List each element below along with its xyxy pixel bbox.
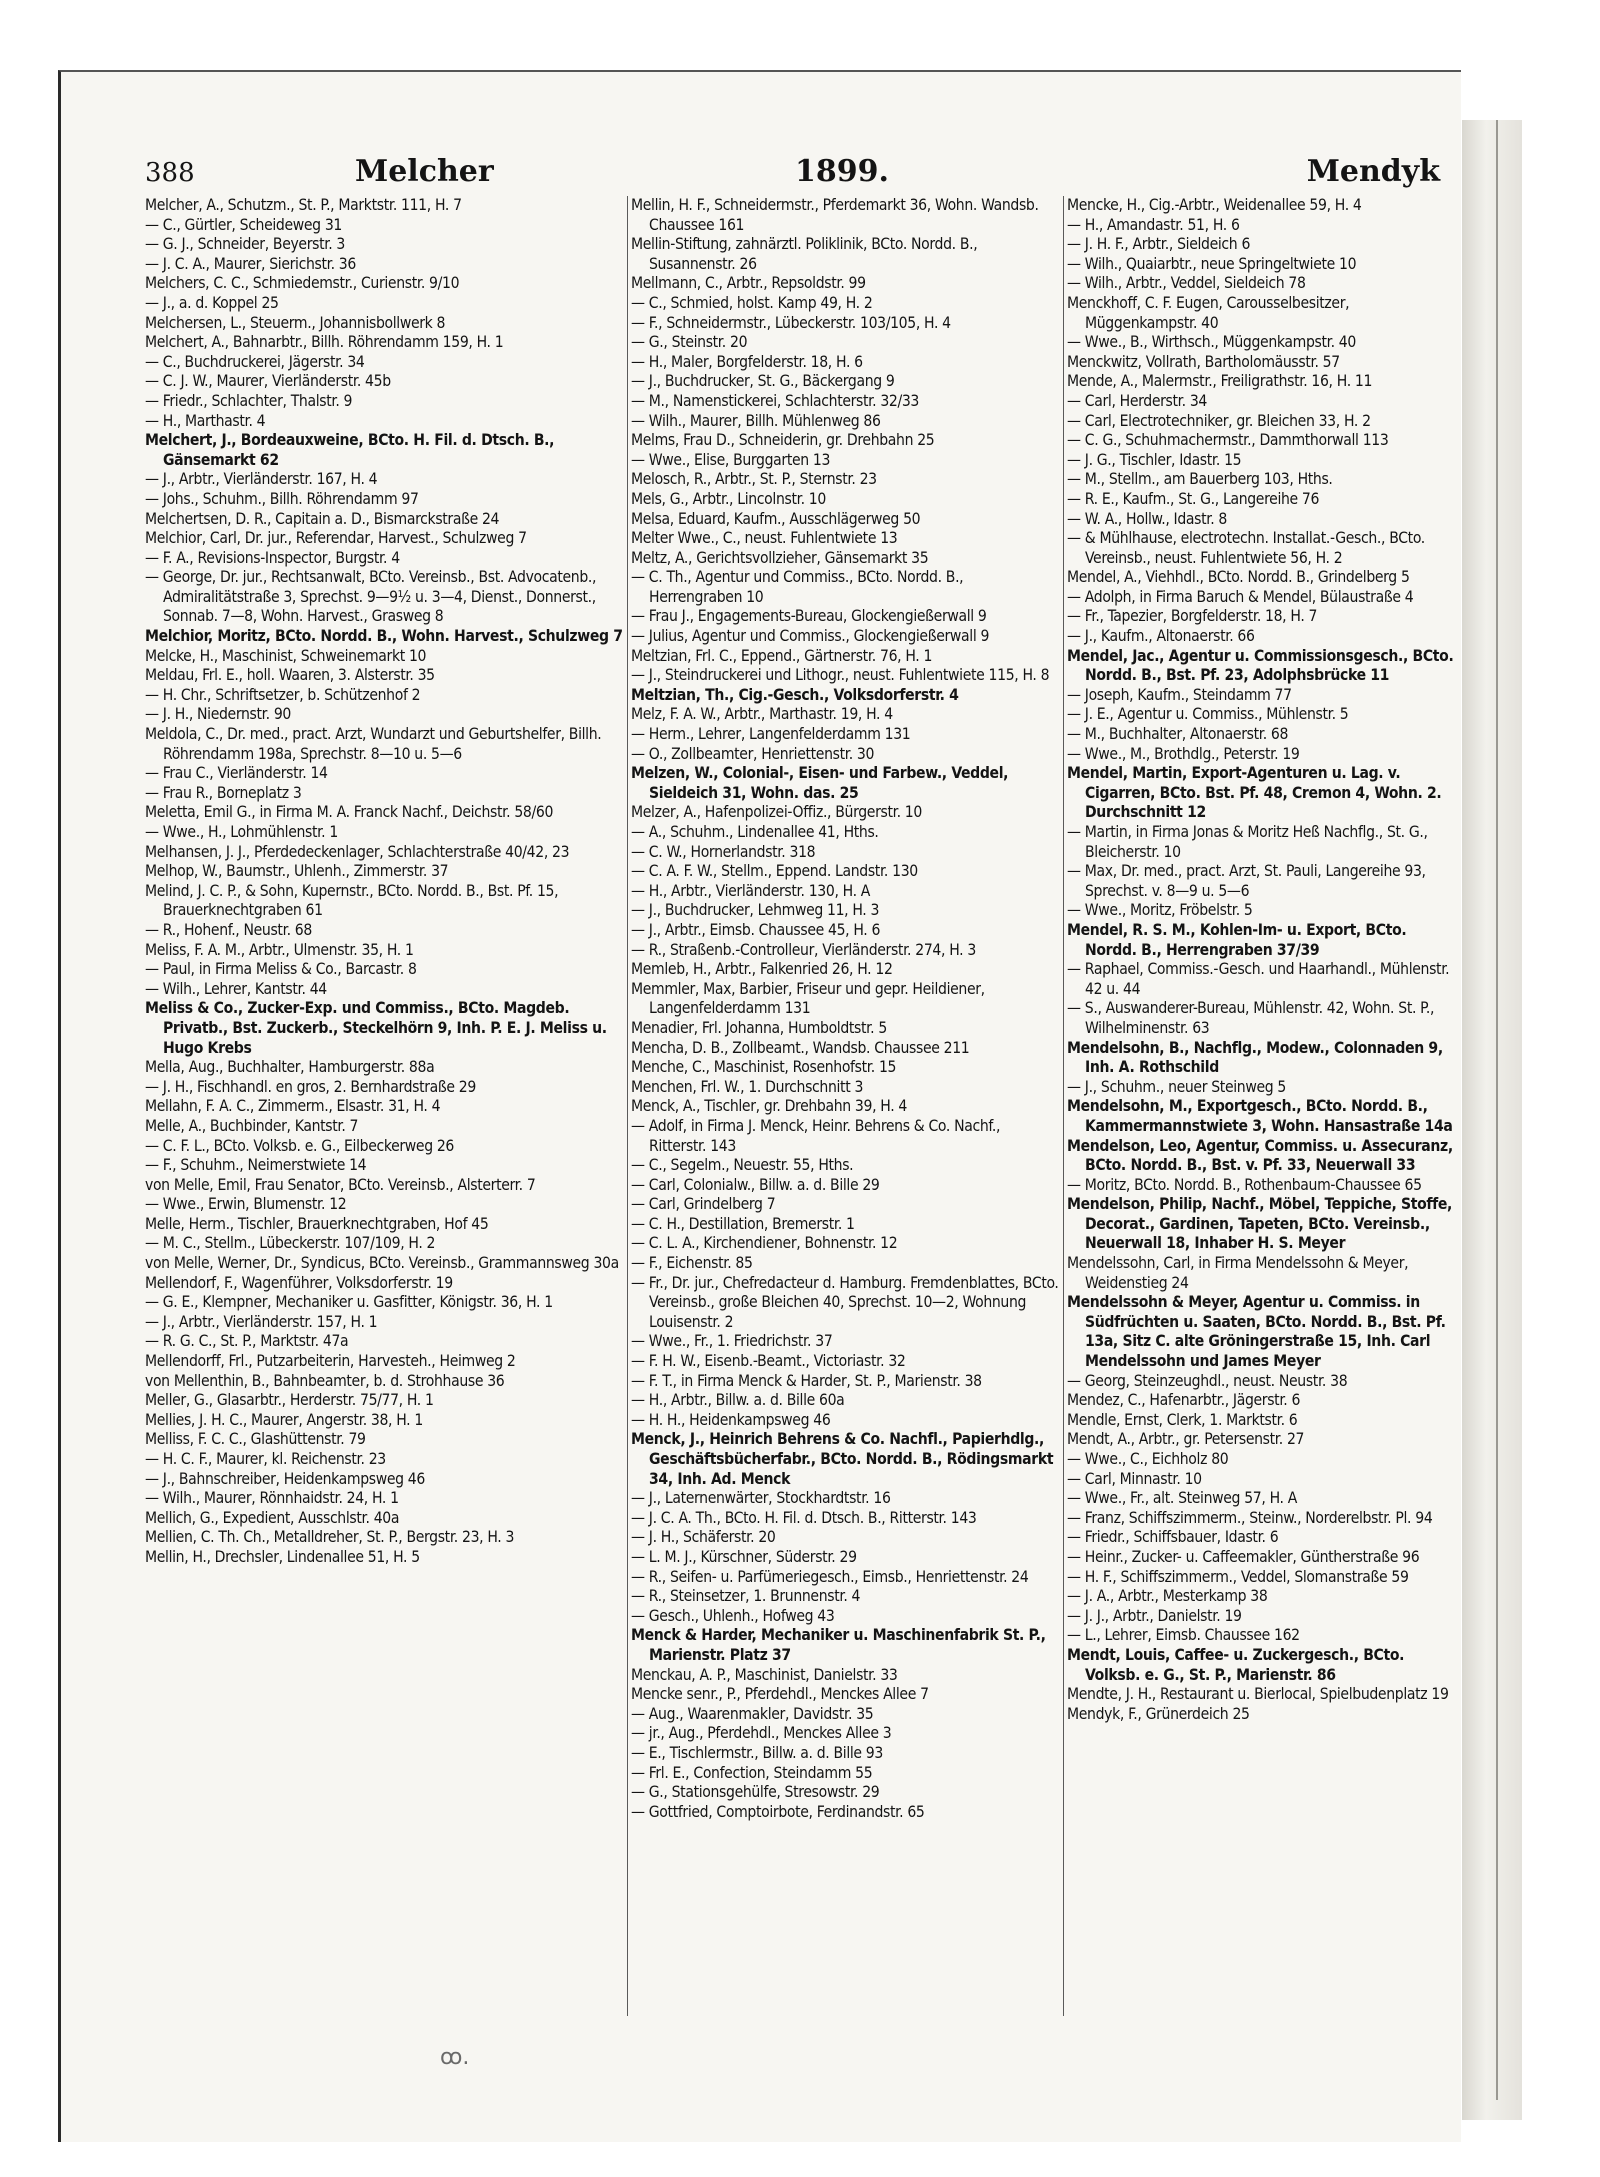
directory-entry: — Wwe., M., Brothdlg., Peterstr. 19	[1067, 744, 1300, 763]
directory-entry: Melter Wwe., C., neust. Fuhlentwiete 13	[631, 529, 898, 548]
directory-entry: Mendte, J. H., Restaurant u. Bierlocal, Spielbudenplatz 19	[1067, 1685, 1449, 1704]
footer-mark: ꝏ.	[440, 2045, 470, 2070]
directory-entry: — Frau R., Borneplatz 3	[145, 783, 302, 802]
directory-entry: — E., Tischlermstr., Billw. a. d. Bille 93	[631, 1743, 883, 1762]
directory-entry: — Wilh., Quaiarbtr., neue Springeltwiete 10	[1067, 254, 1357, 273]
directory-entry: Mendt, A., Arbtr., gr. Petersenstr. 27	[1067, 1430, 1305, 1449]
directory-entry: — C., Buchdruckerei, Jägerstr. 34	[145, 352, 365, 371]
directory-entry: — R. E., Kaufm., St. G., Langereihe 76	[1067, 489, 1320, 508]
directory-entry: Menckhoff, C. F. Eugen, Carousselbesitzer, Müggenkampstr. 40	[1067, 293, 1350, 332]
directory-entry: — C. Th., Agentur und Commiss., BCto. Nordd. B., Herrengraben 10	[631, 568, 964, 606]
directory-entry: Mencha, D. B., Zollbeamt., Wandsb. Chaussee 211	[631, 1038, 970, 1057]
directory-entry: Melchior, Moritz, BCto. Nordd. B., Wohn. Harvest., Schulzweg 7	[145, 627, 623, 646]
directory-entry: Mellin, H., Drechsler, Lindenallee 51, H. 5	[145, 1547, 420, 1566]
directory-entry: Mendelsohn, M., Exportgesch., BCto. Nordd. B., Kammermannstwiete 3, Wohn. Hansastraße 14a	[1067, 1097, 1453, 1135]
column-2	[631, 196, 1059, 2016]
page-fold	[1496, 120, 1498, 2100]
directory-entry: — G. E., Klempner, Mechaniker u. Gasfitter, Königstr. 36, H. 1	[145, 1293, 553, 1312]
column-3	[1067, 196, 1460, 2016]
directory-entry: — Wwe., Elise, Burggarten 13	[631, 450, 831, 469]
directory-entry: Melms, Frau D., Schneiderin, gr. Drehbahn 25	[631, 431, 935, 450]
directory-entry: Mella, Aug., Buchhalter, Hamburgerstr. 88a	[145, 1058, 435, 1077]
directory-entry: Mels, G., Arbtr., Lincolnstr. 10	[631, 489, 826, 508]
directory-entry: Melzen, W., Colonial-, Eisen- und Farbew., Veddel, Sieldeich 31, Wohn. das. 25	[631, 764, 1009, 802]
directory-entry: Melchert, A., Bahnarbtr., Billh. Röhrendamm 159, H. 1	[145, 333, 504, 352]
directory-entry: Mende, A., Malermstr., Freiligrathstr. 16, H. 11	[1067, 372, 1373, 391]
directory-entry: — G., Stationsgehülfe, Stresowstr. 29	[631, 1783, 880, 1802]
directory-entry: Mendel, R. S. M., Kohlen-Im- u. Export, BCto. Nordd. B., Herrengraben 37/39	[1067, 920, 1407, 959]
directory-entry: Mendel, Martin, Export-Agenturen u. Lag. v. Cigarren, BCto. Bst. Pf. 48, Cremon 4, Wohn. 2. Durchschnitt 12	[1067, 764, 1442, 822]
directory-entry: — O., Zollbeamter, Henriettenstr. 30	[631, 744, 875, 763]
directory-entry: — Raphael, Commiss.-Gesch. und Haarhandl., Mühlenstr. 42 u. 44	[1067, 960, 1450, 998]
directory-entry: — Herm., Lehrer, Langenfelderdamm 131	[631, 725, 911, 744]
directory-entry: — R. G. C., St. P., Marktstr. 47a	[145, 1332, 349, 1351]
directory-entry: — H. C. F., Maurer, kl. Reichenstr. 23	[145, 1450, 386, 1468]
directory-entry: — Max, Dr. med., pract. Arzt, St. Pauli, Langereihe 93, Sprechst. v. 8—9 u. 5—6	[1067, 862, 1426, 900]
directory-entry: — C. F. L., BCto. Volksb. e. G., Eilbeckerweg 26	[145, 1136, 454, 1155]
directory-entry: — Wwe., Moritz, Fröbelstr. 5	[1067, 901, 1253, 920]
directory-entry: — Carl, Electrotechniker, gr. Bleichen 33, H. 2	[1067, 411, 1371, 430]
directory-entry: — J., a. d. Koppel 25	[145, 293, 279, 312]
directory-entry: — Franz, Schiffszimmerm., Steinw., Norderelbstr. Pl. 94	[1067, 1508, 1433, 1527]
directory-entry: — H. Chr., Schriftsetzer, b. Schützenhof 2	[145, 685, 421, 704]
directory-entry: Meltzian, Frl. C., Eppend., Gärtnerstr. 76, H. 1	[631, 646, 933, 665]
directory-entry: — C. G., Schuhmachermstr., Dammthorwall 113	[1067, 431, 1389, 450]
directory-entry: Melhop, W., Baumstr., Uhlenh., Zimmerstr. 37	[145, 862, 449, 881]
column-1	[145, 196, 623, 2016]
directory-entry: Melcher, A., Schutzm., St. P., Marktstr. 111, H. 7	[145, 196, 462, 214]
directory-entry: Mendle, Ernst, Clerk, 1. Marktstr. 6	[1067, 1410, 1298, 1429]
directory-entry: — Martin, in Firma Jonas & Moritz Heß Nachflg., St. G., Bleicherstr. 10	[1067, 823, 1428, 861]
directory-entry: — Joseph, Kaufm., Steindamm 77	[1067, 685, 1292, 704]
directory-entry: — Carl, Grindelberg 7	[631, 1195, 776, 1214]
directory-entry: Mendelson, Leo, Agentur, Commiss. u. Assecuranz, BCto. Nordd. B., Bst. v. Pf. 33, Neuerwall 33	[1067, 1136, 1453, 1175]
directory-entry: — H., Arbtr., Billw. a. d. Bille 60a	[631, 1391, 845, 1410]
directory-entry: — H., Arbtr., Vierländerstr. 130, H. A	[631, 881, 871, 900]
directory-entry: Mendelson, Philip, Nachf., Möbel, Teppiche, Stoffe, Decorat., Gardinen, Tapeten, BCto. Vereinsb., Neuerwall 18, Inhaber H. S. Meyer	[1067, 1195, 1453, 1253]
directory-entry: — & Mühlhause, electrotechn. Installat.-Gesch., BCto. Vereinsb., neust. Fuhlentwiete 56, H. 2	[1067, 529, 1425, 567]
page-edge	[1462, 120, 1522, 2120]
directory-entry: — J., Arbtr., Eimsb. Chaussee 45, H. 6	[631, 920, 881, 939]
directory-entry: Mendel, A., Viehhdl., BCto. Nordd. B., Grindelberg 5	[1067, 568, 1410, 587]
directory-entry: — J., Steindruckerei und Lithogr., neust. Fuhlentwiete 115, H. 8	[631, 666, 1050, 685]
right-catchword: Mendyk	[1306, 154, 1440, 189]
directory-entry: — J., Arbtr., Vierländerstr. 157, H. 1	[145, 1312, 378, 1331]
directory-entry: — Frl. E., Confection, Steindamm 55	[631, 1763, 873, 1782]
directory-entry: Mellin-Stiftung, zahnärztl. Poliklinik, BCto. Nordd. B., Susannenstr. 26	[631, 235, 978, 273]
directory-entry: — Moritz, BCto. Nordd. B., Rothenbaum-Chaussee 65	[1067, 1175, 1422, 1194]
directory-entry: von Melle, Emil, Frau Senator, BCto. Vereinsb., Alsterterr. 7	[145, 1175, 536, 1194]
directory-entry: Meldola, C., Dr. med., pract. Arzt, Wundarzt und Geburtshelfer, Billh. Röhrendamm 198a, Sprechstr. 8—10 u. 5—6	[145, 725, 602, 763]
directory-entry: Mendel, Jac., Agentur u. Commissionsgesch., BCto. Nordd. B., Bst. Pf. 23, Adolphsbrücke 11	[1067, 646, 1454, 685]
directory-entry: — C. W., Hornerlandstr. 318	[631, 842, 816, 861]
directory-entry: — C. H., Destillation, Bremerstr. 1	[631, 1214, 855, 1233]
directory-entry: Menck, J., Heinrich Behrens & Co. Nachfl., Papierhdlg., Geschäftsbücherfabr., BCto. Nordd. B., Rödingsmarkt 34, Inh. Ad. Menck	[631, 1430, 1054, 1488]
directory-entry: Melzer, A., Hafenpolizei-Offiz., Bürgerstr. 10	[631, 803, 922, 822]
directory-entry: Meletta, Emil G., in Firma M. A. Franck Nachf., Deichstr. 58/60	[145, 803, 554, 822]
directory-entry: — F., Eichenstr. 85	[631, 1254, 753, 1273]
directory-entry: Melle, A., Buchbinder, Kantstr. 7	[145, 1116, 359, 1135]
directory-entry: — J. H., Fischhandl. en gros, 2. Bernhardstraße 29	[145, 1077, 476, 1096]
directory-entry: — F., Schuhm., Neimerstwiete 14	[145, 1156, 367, 1175]
directory-entry: Melliss, F. C. C., Glashüttenstr. 79	[145, 1430, 366, 1449]
directory-entry: — Wwe., C., Eichholz 80	[1067, 1450, 1229, 1468]
directory-entry: — C., Schmied, holst. Kamp 49, H. 2	[631, 293, 873, 312]
directory-entry: — C., Segelm., Neuestr. 55, Hths.	[631, 1156, 854, 1175]
directory-entry: — M., Namenstickerei, Schlachterstr. 32/33	[631, 391, 920, 410]
directory-entry: — Wilh., Maurer, Billh. Mühlenweg 86	[631, 411, 881, 430]
directory-entry: — W. A., Hollw., Idastr. 8	[1067, 509, 1228, 528]
directory-entry: Menck, A., Tischler, gr. Drehbahn 39, H. 4	[631, 1097, 907, 1116]
directory-entry: — Carl, Colonialw., Billw. a. d. Bille 29	[631, 1175, 880, 1194]
directory-entry: Menckau, A. P., Maschinist, Danielstr. 33	[631, 1665, 898, 1684]
directory-entry: — Carl, Minnastr. 10	[1067, 1469, 1202, 1488]
directory-entry: — J., Kaufm., Altonaerstr. 66	[1067, 627, 1255, 646]
directory-entry: — J., Buchdrucker, Lehmweg 11, H. 3	[631, 901, 880, 920]
directory-entry: — Carl, Herderstr. 34	[1067, 391, 1207, 410]
directory-entry: Melchior, Carl, Dr. jur., Referendar, Harvest., Schulzweg 7	[145, 529, 527, 548]
directory-entry: — jr., Aug., Pferdehdl., Menckes Allee 3	[631, 1724, 892, 1743]
directory-entry: — H., Maler, Borgfelderstr. 18, H. 6	[631, 352, 863, 371]
directory-entry: Melhansen, J. J., Pferdedeckenlager, Schlachterstraße 40/42, 23	[145, 842, 570, 861]
directory-entry: — G. J., Schneider, Beyerstr. 3	[145, 235, 346, 254]
directory-entry: Melle, Herm., Tischler, Brauerknechtgraben, Hof 45	[145, 1214, 489, 1233]
directory-entry: — Wilh., Lehrer, Kantstr. 44	[145, 979, 327, 998]
directory-entry: Mellendorf, F., Wagenführer, Volksdorferstr. 19	[145, 1273, 453, 1292]
directory-entry: Mendelssohn, Carl, in Firma Mendelssohn & Meyer, Weidenstieg 24	[1067, 1254, 1409, 1292]
directory-entry: — C., Gürtler, Scheideweg 31	[145, 215, 342, 234]
directory-entry: — S., Auswanderer-Bureau, Mühlenstr. 42, Wohn. St. P., Wilhelminenstr. 63	[1067, 999, 1435, 1037]
directory-entry: — H. F., Schiffszimmerm., Veddel, Slomanstraße 59	[1067, 1567, 1409, 1586]
year: 1899.	[795, 154, 889, 189]
directory-entry: Melchers, C. C., Schmiedemstr., Curienstr. 9/10	[145, 274, 460, 293]
directory-entry: — H., Marthastr. 4	[145, 411, 266, 430]
directory-entry: — Fr., Dr. jur., Chefredacteur d. Hamburg. Fremdenblattes, BCto. Vereinsb., große Bleichen 40, Sprechst. 10—2, Wohnung Louisenstr. 2	[631, 1273, 1059, 1331]
directory-entry: Mellien, C. Th. Ch., Metalldreher, St. P., Bergstr. 23, H. 3	[145, 1528, 515, 1547]
directory-entry: — J., Bahnschreiber, Heidenkampsweg 46	[145, 1469, 425, 1488]
directory-entry: — J., Laternenwärter, Stockhardtstr. 16	[631, 1489, 891, 1508]
directory-entry: — Wwe., H., Lohmühlenstr. 1	[145, 823, 338, 841]
directory-entry: — Adolf, in Firma J. Menck, Heinr. Behrens & Co. Nachf., Ritterstr. 143	[631, 1116, 1001, 1155]
directory-entry: — M., Stellm., am Bauerberg 103, Hths.	[1067, 470, 1333, 489]
directory-entry: Mellich, G., Expedient, Ausschlstr. 40a	[145, 1508, 400, 1527]
directory-entry: Melsa, Eduard, Kaufm., Ausschlägerweg 50	[631, 509, 921, 528]
directory-entry: Mendelssohn & Meyer, Agentur u. Commiss. in Südfrüchten u. Saaten, BCto. Nordd. B., Bst. Pf. 13a, Sitz C. alte Gröningerstraße 15, Inh. Carl Mendelssohn und James Meyer	[1067, 1293, 1446, 1371]
directory-entry: — J. H., Schäferstr. 20	[631, 1528, 776, 1547]
directory-entry: Memmler, Max, Barbier, Friseur und gepr. Heildiener, Langenfelderdamm 131	[631, 979, 985, 1018]
directory-entry: Melosch, R., Arbtr., St. P., Sternstr. 23	[631, 470, 877, 489]
directory-entry: — Georg, Steinzeughdl., neust. Neustr. 38	[1067, 1371, 1348, 1390]
directory-entry: Melchersen, L., Steuerm., Johannisbollwerk 8	[145, 313, 446, 332]
directory-entry: Meller, G., Glasarbtr., Herderstr. 75/77, H. 1	[145, 1391, 434, 1410]
directory-entry: — Julius, Agentur und Commiss., Glockengießerwall 9	[631, 627, 990, 646]
directory-entry: Mellendorff, Frl., Putzarbeiterin, Harvesteh., Heimweg 2	[145, 1352, 516, 1371]
directory-entry: — Johs., Schuhm., Billh. Röhrendamm 97	[145, 489, 419, 508]
directory-entry: Meltzian, Th., Cig.-Gesch., Volksdorferstr. 4	[631, 685, 959, 704]
page-number: 388	[145, 158, 195, 188]
directory-entry: — R., Straßenb.-Controlleur, Vierländerstr. 274, H. 3	[631, 940, 976, 959]
directory-entry: Melchert, J., Bordeauxweine, BCto. H. Fil. d. Dtsch. B., Gänsemarkt 62	[145, 431, 555, 469]
directory-entry: — Wwe., Erwin, Blumenstr. 12	[145, 1195, 347, 1214]
directory-entry: — Heinr., Zucker- u. Caffeemakler, Güntherstraße 96	[1067, 1547, 1420, 1566]
directory-entry: Meliss & Co., Zucker-Exp. und Commiss., BCto. Magdeb. Privatb., Bst. Zuckerb., Steckelhörn 9, Inh. P. E. J. Meliss u. Hugo Krebs	[145, 999, 607, 1057]
directory-entry: Mellin, H. F., Schneidermstr., Pferdemarkt 36, Wohn. Wandsb. Chaussee 161	[631, 196, 1039, 234]
directory-entry: Mendelsohn, B., Nachflg., Modew., Colonnaden 9, Inh. A. Rothschild	[1067, 1038, 1443, 1077]
directory-entry: — J. C. A. Th., BCto. H. Fil. d. Dtsch. B., Ritterstr. 143	[631, 1508, 977, 1527]
directory-entry: Menck & Harder, Mechaniker u. Maschinenfabrik St. P., Marienstr. Platz 37	[631, 1626, 1046, 1664]
directory-entry: — L., Lehrer, Eimsb. Chaussee 162	[1067, 1626, 1300, 1645]
directory-entry: Mendt, Louis, Caffee- u. Zuckergesch., BCto. Volksb. e. G., St. P., Marienstr. 86	[1067, 1645, 1405, 1684]
directory-entry: — M. C., Stellm., Lübeckerstr. 107/109, H. 2	[145, 1234, 436, 1253]
directory-entry: — R., Hohenf., Neustr. 68	[145, 920, 312, 939]
directory-entry: — Frau C., Vierländerstr. 14	[145, 764, 328, 783]
directory-entry: — Frau J., Engagements-Bureau, Glockengießerwall 9	[631, 607, 987, 626]
directory-entry: — J. C. A., Maurer, Sierichstr. 36	[145, 254, 356, 273]
directory-entry: — L. M. J., Kürschner, Süderstr. 29	[631, 1547, 857, 1566]
directory-entry: — J. G., Tischler, Idastr. 15	[1067, 450, 1242, 469]
directory-entry: — H. H., Heidenkampsweg 46	[631, 1410, 831, 1429]
directory-entry: — C. A. F. W., Stellm., Eppend. Landstr. 130	[631, 862, 918, 881]
directory-entry: — R., Seifen- u. Parfümeriegesch., Eimsb., Henriettenstr. 24	[631, 1567, 1029, 1586]
directory-entry: — A., Schuhm., Lindenallee 41, Hths.	[631, 823, 879, 841]
directory-entry: — J. H. F., Arbtr., Sieldeich 6	[1067, 235, 1251, 254]
directory-entry: — Adolph, in Firma Baruch & Mendel, Bülaustraße 4	[1067, 587, 1414, 606]
directory-entry: — Aug., Waarenmakler, Davidstr. 35	[631, 1704, 874, 1723]
directory-entry: — M., Buchhalter, Altonaerstr. 68	[1067, 725, 1289, 744]
directory-entry: — Wilh., Arbtr., Veddel, Sieldeich 78	[1067, 274, 1306, 293]
directory-entry: Mencke senr., P., Pferdehdl., Menckes Allee 7	[631, 1685, 929, 1704]
directory-entry: — Wwe., Fr., alt. Steinweg 57, H. A	[1067, 1489, 1297, 1508]
directory-entry: Menckwitz, Vollrath, Bartholomäusstr. 57	[1067, 352, 1340, 371]
directory-entry: Mencke, H., Cig.-Arbtr., Weidenallee 59, H. 4	[1067, 196, 1362, 214]
directory-entry: — F. A., Revisions-Inspector, Burgstr. 4	[145, 548, 400, 567]
directory-entry: Melind, J. C. P., & Sohn, Kupernstr., BCto. Nordd. B., Bst. Pf. 15, Brauerknechtgraben 61	[145, 881, 559, 920]
directory-entry: Mendyk, F., Grünerdeich 25	[1067, 1704, 1250, 1723]
directory-entry: — F. T., in Firma Menck & Harder, St. P., Marienstr. 38	[631, 1371, 982, 1390]
directory-entry: Melz, F. A. W., Arbtr., Marthastr. 19, H. 4	[631, 705, 893, 724]
directory-entry: — R., Steinsetzer, 1. Brunnenstr. 4	[631, 1587, 861, 1606]
directory-entry: Memleb, H., Arbtr., Falkenried 26, H. 12	[631, 960, 893, 979]
directory-entry: Mellahn, F. A. C., Zimmerm., Elsastr. 31, H. 4	[145, 1097, 441, 1116]
directory-entry: Menadier, Frl. Johanna, Humboldtstr. 5	[631, 1018, 887, 1037]
directory-entry: — C. J. W., Maurer, Vierländerstr. 45b	[145, 372, 391, 391]
directory-entry: — J. A., Arbtr., Mesterkamp 38	[1067, 1587, 1268, 1606]
directory-entry: — Wwe., Fr., 1. Friedrichstr. 37	[631, 1332, 833, 1351]
directory-entry: — George, Dr. jur., Rechtsanwalt, BCto. Vereinsb., Bst. Advocatenb., Admiralitätstraße 3, Sprechst. 9—9½ u. 3—4, Dienst., Donnerst., Sonnab. 7—8, Wohn. Harvest., Grasweg 8	[145, 568, 597, 626]
directory-entry: — Wilh., Maurer, Rönnhaidstr. 24, H. 1	[145, 1489, 399, 1508]
directory-entry: Mendez, C., Hafenarbtr., Jägerstr. 6	[1067, 1391, 1301, 1410]
directory-entry: — G., Steinstr. 20	[631, 333, 748, 352]
directory-entry: — Friedr., Schlachter, Thalstr. 9	[145, 391, 353, 410]
directory-entry: — C. L. A., Kirchendiener, Bohnenstr. 12	[631, 1234, 898, 1253]
directory-entry: — F. H. W., Eisenb.-Beamt., Victoriastr. 32	[631, 1352, 906, 1371]
directory-entry: Meliss, F. A. M., Arbtr., Ulmenstr. 35, H. 1	[145, 940, 414, 959]
directory-entry: — Gottfried, Comptoirbote, Ferdinandstr. 65	[631, 1802, 925, 1821]
directory-entry: Mellies, J. H. C., Maurer, Angerstr. 38, H. 1	[145, 1410, 423, 1429]
directory-entry: Menche, C., Maschinist, Rosenhofstr. 15	[631, 1058, 897, 1077]
directory-entry: von Melle, Werner, Dr., Syndicus, BCto. Vereinsb., Grammannsweg 30a	[145, 1254, 619, 1273]
directory-entry: — J. E., Agentur u. Commiss., Mühlenstr. 5	[1067, 705, 1349, 724]
running-header	[145, 150, 1450, 196]
directory-entry: — J., Arbtr., Vierländerstr. 167, H. 4	[145, 470, 378, 489]
left-catchword: Melcher	[355, 154, 494, 189]
directory-entry: — J., Schuhm., neuer Steinweg 5	[1067, 1077, 1286, 1096]
directory-entry: Mellmann, C., Arbtr., Repsoldstr. 99	[631, 274, 866, 293]
directory-columns	[145, 196, 1460, 2016]
directory-entry: — F., Schneidermstr., Lübeckerstr. 103/105, H. 4	[631, 313, 951, 332]
directory-entry: Meltz, A., Gerichtsvollzieher, Gänsemarkt 35	[631, 548, 929, 567]
directory-entry: von Mellenthin, B., Bahnbeamter, b. d. Strohhause 36	[145, 1371, 505, 1390]
directory-entry: — Wwe., B., Wirthsch., Müggenkampstr. 40	[1067, 333, 1356, 352]
directory-entry: — H., Amandastr. 51, H. 6	[1067, 215, 1240, 234]
directory-entry: Meldau, Frl. E., holl. Waaren, 3. Alsterstr. 35	[145, 666, 435, 685]
directory-entry: Melchertsen, D. R., Capitain a. D., Bismarckstraße 24	[145, 509, 500, 528]
directory-entry: Melcke, H., Maschinist, Schweinemarkt 10	[145, 646, 427, 665]
directory-entry: — J., Buchdrucker, St. G., Bäckergang 9	[631, 372, 895, 391]
directory-entry: Menchen, Frl. W., 1. Durchschnitt 3	[631, 1077, 864, 1096]
directory-entry: — Gesch., Uhlenh., Hofweg 43	[631, 1606, 835, 1625]
directory-entry: — J. H., Niedernstr. 90	[145, 705, 291, 724]
directory-entry: — J. J., Arbtr., Danielstr. 19	[1067, 1606, 1242, 1625]
directory-entry: — Friedr., Schiffsbauer, Idastr. 6	[1067, 1528, 1279, 1547]
directory-entry: — Paul, in Firma Meliss & Co., Barcastr. 8	[145, 960, 417, 979]
directory-entry: — Fr., Tapezier, Borgfelderstr. 18, H. 7	[1067, 607, 1318, 626]
